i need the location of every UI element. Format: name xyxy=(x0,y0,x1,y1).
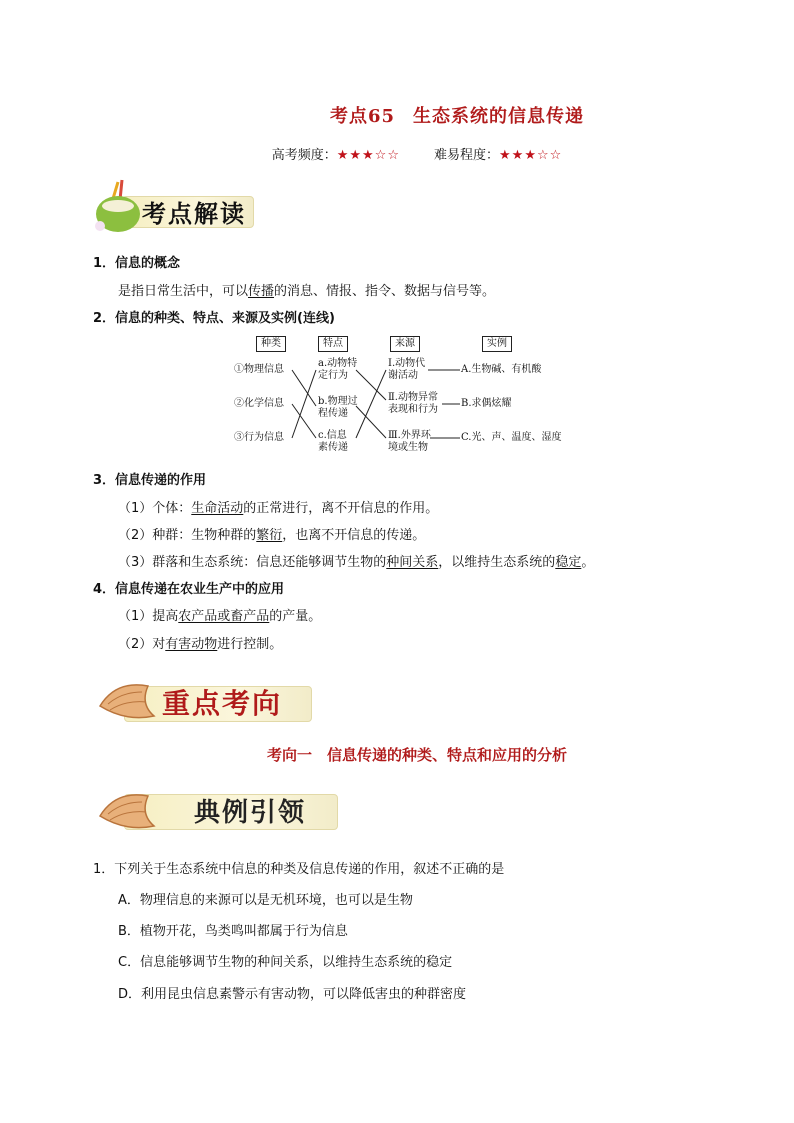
section-3-line-2 xyxy=(118,524,425,543)
source-line: Ⅱ.动物异常 xyxy=(388,392,438,403)
section-4-line-1 xyxy=(118,605,321,624)
section-3-line-1 xyxy=(118,497,438,516)
option-d: D．利用昆虫信息素警示有害动物，可以降低害虫的种群密度 xyxy=(118,987,467,1002)
text-segment: 的产量。 xyxy=(269,609,322,624)
text-segment: （3）群落和生态系统：信息还能够调节生物的 xyxy=(118,555,387,570)
underline-term: 农产品或畜产品 xyxy=(178,609,270,624)
section-3-line-3 xyxy=(118,551,594,570)
banner-text: 典例引领 xyxy=(194,798,307,828)
section-1-body: 是指日常生活中，可以传播的消息、情报、指令、数据与信号等。 xyxy=(118,284,496,299)
type-item: ①物理信息 xyxy=(234,364,284,375)
section-3-head: 3．信息传递的作用 xyxy=(93,473,207,488)
shell-icon xyxy=(96,786,156,834)
banner-text: 考点解读 xyxy=(142,199,246,228)
text-segment: （1）个体： xyxy=(118,501,192,516)
header-type: 种类 xyxy=(256,336,286,352)
source-line: Ⅲ.外界环 xyxy=(388,430,431,441)
banner-zhongdian xyxy=(96,676,310,724)
feature-item xyxy=(318,430,348,454)
source-line: 境或生物 xyxy=(388,442,428,453)
source-line: 谢活动 xyxy=(388,370,418,381)
option-c: C．信息能够调节生物的种间关系，以维持生态系统的稳定 xyxy=(118,955,453,970)
shell-icon xyxy=(96,676,156,724)
feature-line: 素传递 xyxy=(318,442,348,453)
section-4-head: 4．信息传递在农业生产中的应用 xyxy=(93,582,285,597)
feature-item xyxy=(318,358,357,382)
coconut-icon xyxy=(92,178,144,234)
feature-line: 定行为 xyxy=(318,370,348,381)
feature-line: b.物理过 xyxy=(318,396,358,407)
diff-label: 难易程度： xyxy=(434,148,500,163)
type-item: ②化学信息 xyxy=(234,398,284,409)
matching-diagram xyxy=(232,334,562,458)
header-source: 来源 xyxy=(390,336,420,352)
example-item: B.求偶炫耀 xyxy=(461,398,512,409)
option-a: A．物理信息的来源可以是无机环境，也可以是生物 xyxy=(118,893,413,908)
text-segment: ，也离不开信息的传递。 xyxy=(282,528,426,543)
underline-term: 繁衍 xyxy=(256,528,283,543)
header-example: 实例 xyxy=(482,336,512,352)
source-item xyxy=(388,358,425,382)
underline-term: 传播 xyxy=(248,284,275,299)
source-line: 表现和行为 xyxy=(388,404,438,415)
text-segment: （1）提高 xyxy=(118,609,179,624)
banner-text: 重点考向 xyxy=(162,687,283,720)
text-segment: （2）种群：生物种群的 xyxy=(118,528,257,543)
header-feature: 特点 xyxy=(318,336,348,352)
source-item xyxy=(388,430,431,454)
freq-label: 高考频度： xyxy=(271,148,337,163)
source-item xyxy=(388,392,438,416)
banner-dianli xyxy=(96,786,336,832)
section-2-head: 2．信息的种类、特点、来源及实例(连线) xyxy=(93,311,335,326)
underline-term: 有害动物 xyxy=(165,637,218,652)
banner-kaodian xyxy=(92,186,252,226)
feature-item xyxy=(318,396,358,420)
example-item: A.生物碱、有机酸 xyxy=(461,364,542,375)
page-title xyxy=(0,102,794,128)
feature-line: a.动物特 xyxy=(318,358,358,369)
text-segment: 的正常进行，离不开信息的作用。 xyxy=(243,501,439,516)
type-item: ③行为信息 xyxy=(234,432,284,443)
freq-stars: ★★★☆☆ xyxy=(336,148,400,163)
text-segment: 进行控制。 xyxy=(217,637,283,652)
feature-line: 程传递 xyxy=(318,408,348,419)
question-stem: 1．下列关于生态系统中信息的种类及信息传递的作用，叙述不正确的是 xyxy=(93,862,505,877)
text-segment: 。 xyxy=(581,555,595,570)
feature-line: c.信息 xyxy=(318,430,347,441)
section-4-line-2 xyxy=(118,633,282,652)
example-item: C.光、声、温度、湿度 xyxy=(461,432,562,443)
underline-term: 种间关系 xyxy=(386,555,439,570)
title-code: 考点65 xyxy=(329,106,396,127)
title-text: 生态系统的信息传递 xyxy=(413,106,585,127)
text-segment: ，以维持生态系统的 xyxy=(438,555,556,570)
section-subtitle: 考向一 信息传递的种类、特点和应用的分析 xyxy=(266,746,567,764)
diff-stars: ★★★☆☆ xyxy=(499,148,563,163)
option-b: B．植物开花，鸟类鸣叫都属于行为信息 xyxy=(118,924,348,939)
underline-term: 稳定 xyxy=(555,555,582,570)
difficulty-line xyxy=(0,144,794,163)
underline-term: 生命活动 xyxy=(191,501,244,516)
section-1-head: 1．信息的概念 xyxy=(93,256,181,271)
text-segment: （2）对 xyxy=(118,637,166,652)
source-line: Ⅰ.动物代 xyxy=(388,358,426,369)
